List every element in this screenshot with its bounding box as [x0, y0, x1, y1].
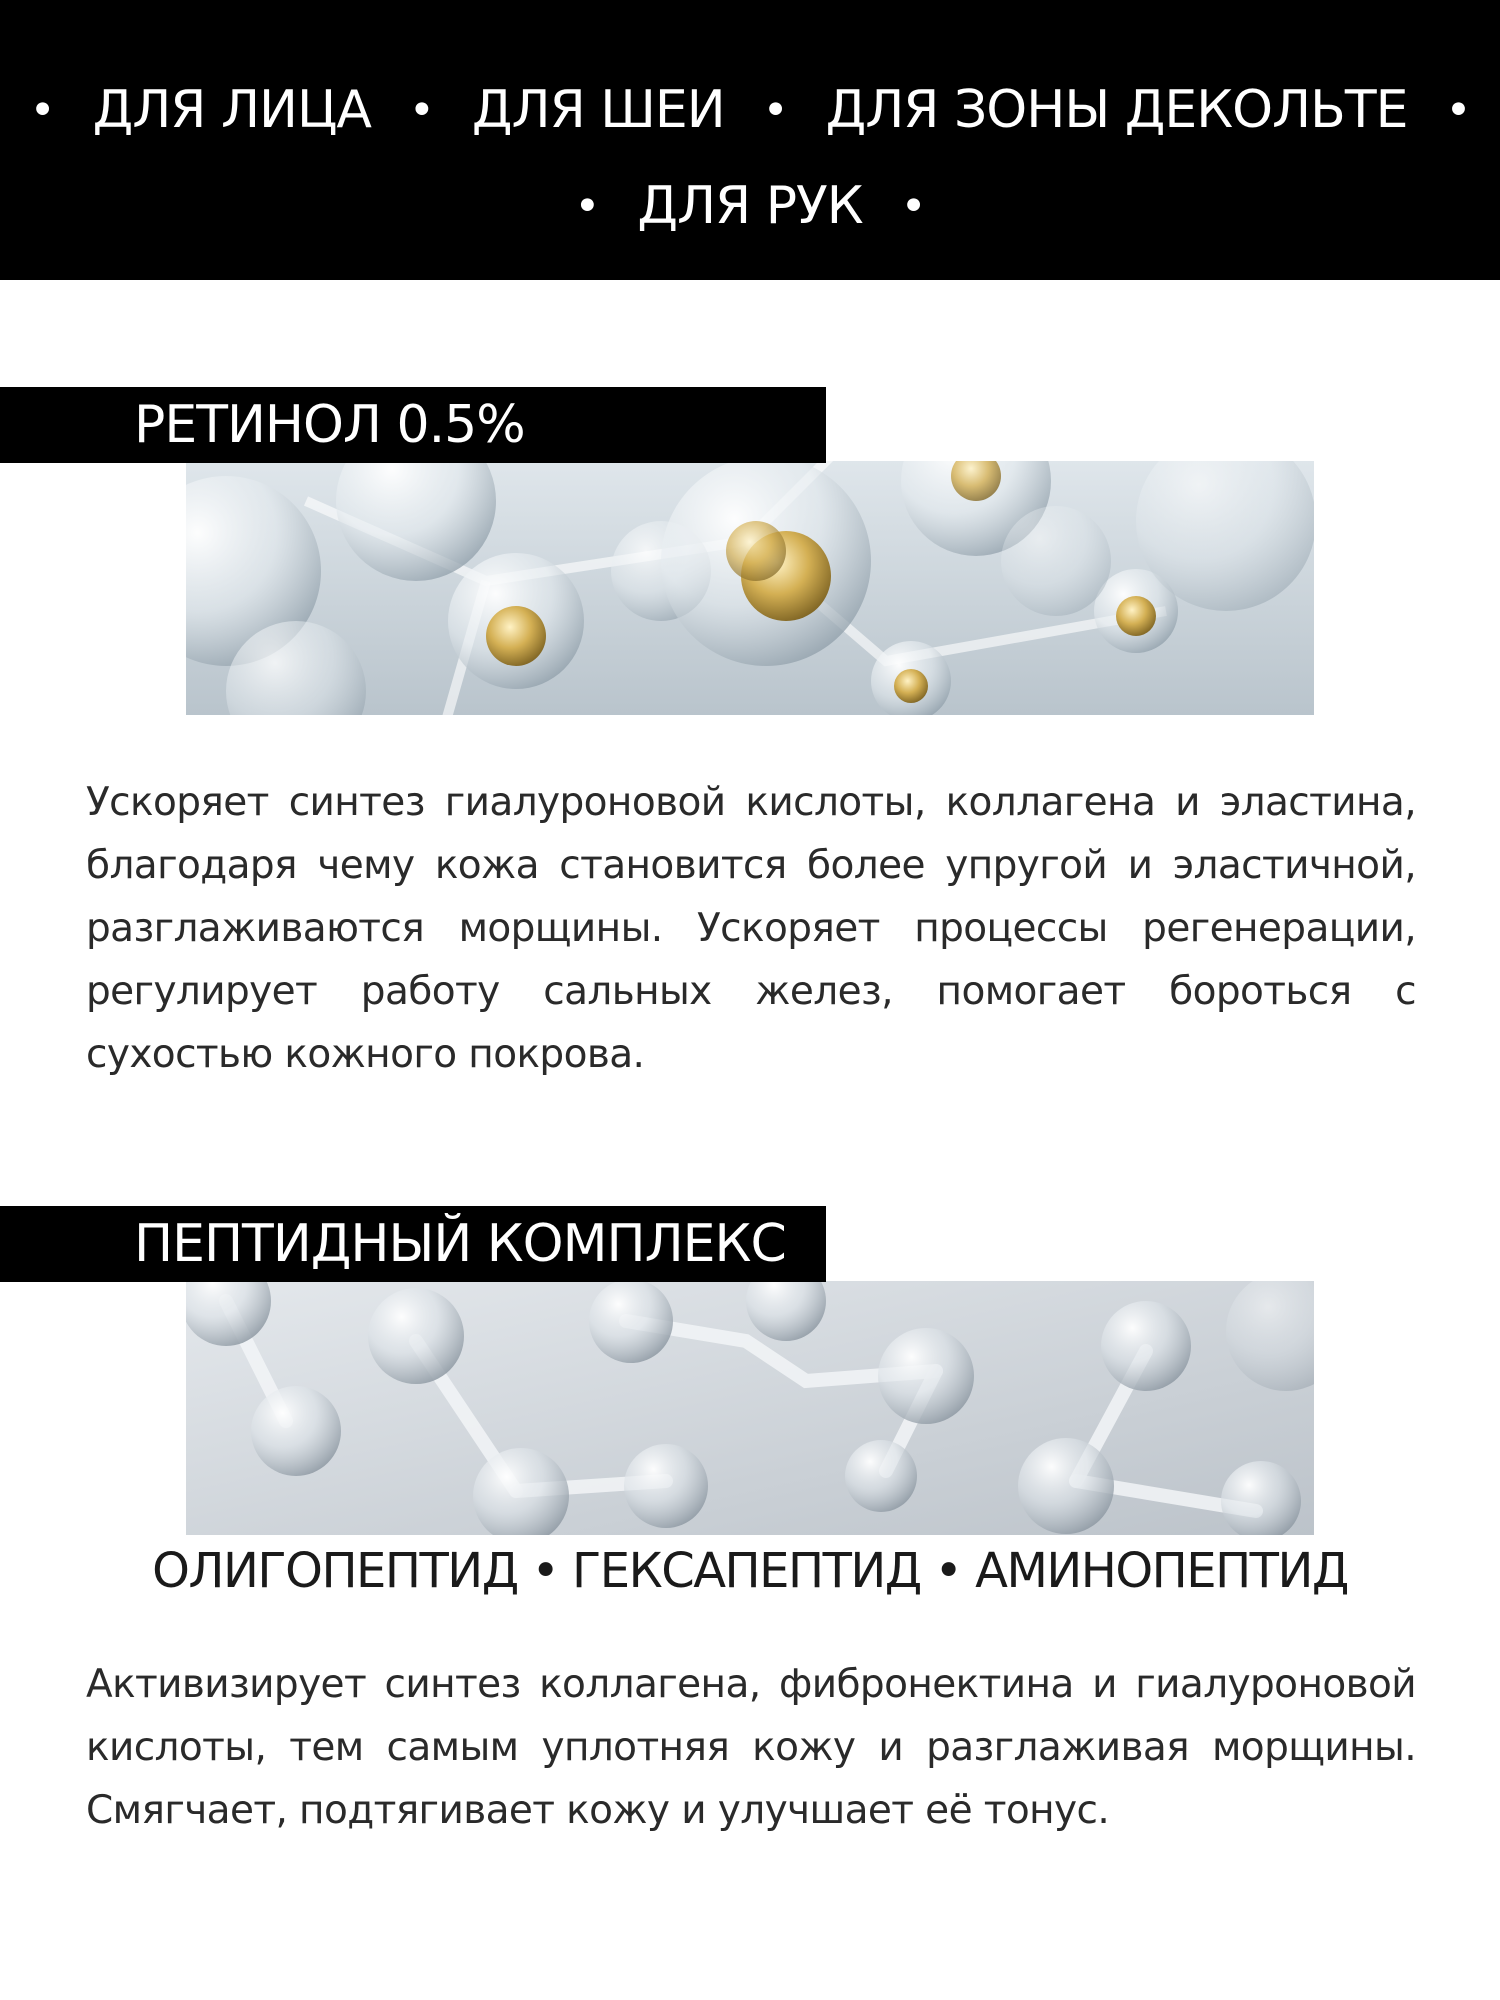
retinol-description: Ускоряет синтез гиалуроновой кислоты, коллагена и эластина, благодаря чему кожа становится более упругой и эластичной, разглаживаются морщины. Ускоряет процессы регенерации, регулирует работу сальных желез, помогает бороться с сухостью кожного покрова. [86, 780, 1416, 1077]
peptide-molecules-image [186, 1281, 1314, 1535]
usage-row-1 [0, 80, 1500, 140]
peptide-components: ОЛИГОПЕПТИД • ГЕКСАПЕПТИД • АМИНОПЕПТИД [152, 1543, 1348, 1599]
bullet: • [762, 84, 788, 136]
usage-decollete: ДЛЯ ЗОНЫ ДЕКОЛЬТЕ [825, 80, 1408, 140]
bullet: • [900, 180, 926, 232]
bullet: • [1445, 84, 1471, 136]
bullet: • [408, 84, 434, 136]
retinol-molecules-image [186, 461, 1314, 715]
retinol-title: РЕТИНОЛ 0.5% [0, 387, 826, 463]
usage-hands: ДЛЯ РУК [637, 176, 863, 236]
bullet: • [574, 180, 600, 232]
usage-row-2 [0, 176, 1500, 236]
usage-face: ДЛЯ ЛИЦА [92, 80, 371, 140]
bullet: • [29, 84, 55, 136]
usage-neck: ДЛЯ ШЕИ [471, 80, 725, 140]
usage-areas-banner [0, 0, 1500, 280]
peptide-complex-title: ПЕПТИДНЫЙ КОМПЛЕКС [0, 1206, 826, 1282]
peptide-description: Активизирует синтез коллагена, фибронектина и гиалуроновой кислоты, тем самым уплотняя кожу и разглаживая морщины. Смягчает, подтягивает кожу и улучшает её тонус. [86, 1662, 1416, 1833]
